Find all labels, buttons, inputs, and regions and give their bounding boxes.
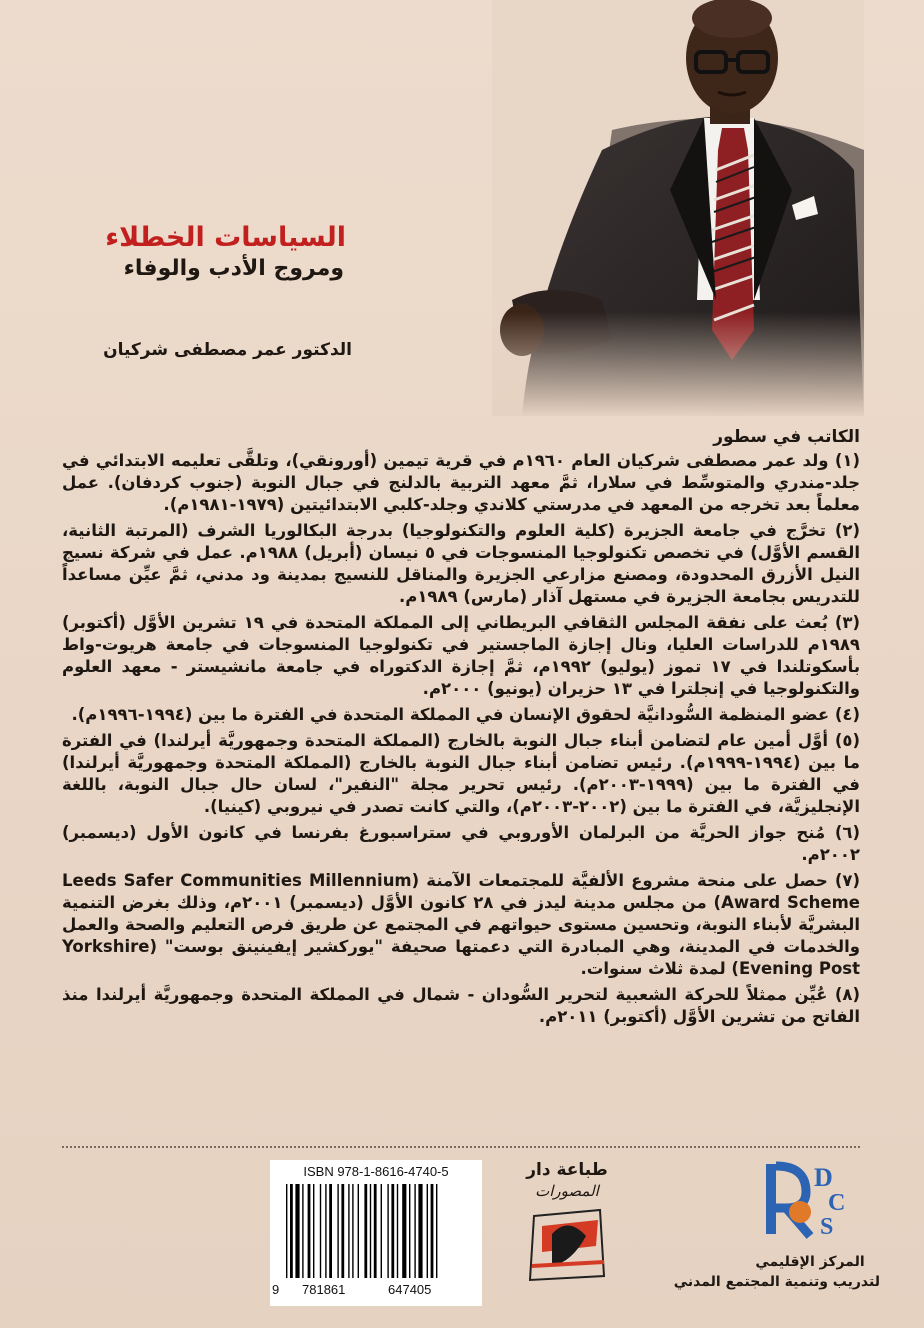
author-photo-illustration bbox=[492, 0, 864, 416]
printer-logo bbox=[512, 1160, 622, 1290]
barcode-bar bbox=[387, 1184, 388, 1278]
barcode-bar bbox=[320, 1184, 321, 1278]
bio-item: (٤) عضو المنظمة السُّودانيَّة لحقوق الإنسان في المملكة المتحدة في الفترة ما بين (١٩٩٤-١٩٩٦م). bbox=[71, 705, 860, 724]
rdcs-name-line1: المركز الإقليمي bbox=[755, 1254, 865, 1270]
barcode-bar bbox=[358, 1184, 359, 1278]
barcode-bar bbox=[391, 1184, 394, 1278]
barcode-bar bbox=[414, 1184, 415, 1278]
bio-heading: الكاتب في سطور bbox=[713, 427, 860, 447]
author-bio bbox=[62, 426, 860, 1032]
isbn-barcode bbox=[270, 1160, 482, 1306]
barcode-bar bbox=[325, 1184, 326, 1278]
bio-item: (١) ولد عمر مصطفى شركيان العام ١٩٦٠م في قرية تيمين (أورونقي)، وتلقَّى تعليمه الابتدائي في جلد-مندري والمتوسِّط في سلارا، ثمَّ معهد التربية بالدلنج في جبال النوبة (جنوب كردفان). عمل معلماً بعد تخرجه من المعهد في مدرستي كلاندي وجلد-كلبي الابتدائيتين (١٩٧٩-١٩٨١م). bbox=[62, 451, 860, 514]
barcode-bar bbox=[302, 1184, 303, 1278]
barcode-digit-first: 9 bbox=[272, 1282, 280, 1297]
barcode-bar bbox=[427, 1184, 428, 1278]
barcode-bar bbox=[295, 1184, 299, 1278]
logo-letter-c: C bbox=[828, 1190, 846, 1216]
barcode-bar bbox=[313, 1184, 314, 1278]
barcode-bar bbox=[374, 1184, 377, 1278]
barcode-bar bbox=[409, 1184, 410, 1278]
bio-item: (٥) أوَّل أمين عام لتضامن أبناء جبال النوبة بالخارج (المملكة المتحدة وجمهوريَّة أيرلندا) في الفترة ما بين (١٩٩٤-١٩٩٩م). رئيس تضامن أبناء جبال النوبة بالخارج (المملكة المتحدة وجمهوريَّة أيرلندا) في الفترة ما بين (١٩٩٩-٢٠٠٣م). رئيس تحرير مجلة "النفير"، لسان حال جبال النوبة، باللغة الإنجليزيَّة، في الفترة ما بين (٢٠٠٢-٢٠٠٣م)، والتي كانت تصدر في نيروبي (كينيا). bbox=[62, 731, 860, 816]
barcode-bars bbox=[280, 1184, 472, 1280]
logo-letter-s: S bbox=[820, 1214, 834, 1240]
printer-emblem-icon bbox=[512, 1206, 622, 1286]
bio-item: (٦) مُنح جواز الحريَّة من البرلمان الأوروبي في ستراسبورغ بفرنسا في كانون الأول (ديسمبر) ٢٠٠٢م. bbox=[62, 823, 860, 864]
author-name: الدكتور عمر مصطفى شركيان bbox=[103, 340, 352, 360]
barcode-bar bbox=[418, 1184, 422, 1278]
barcode-bar bbox=[352, 1184, 353, 1278]
barcode-digits-right: 647405 bbox=[388, 1282, 432, 1297]
barcode-bar bbox=[290, 1184, 293, 1278]
barcode-bar bbox=[337, 1184, 338, 1278]
author-portrait bbox=[492, 0, 864, 416]
bio-item: (٢) تخرَّج في جامعة الجزيرة (كلية العلوم والتكنولوجيا) بدرجة البكالوريا الشرف (المرتبة الثانية، القسم الأوَّل) في تخصص تكنولوجيا المنسوجات في ٥ نيسان (أبريل) ١٩٨٨م. عمل في شركة نسيج النيل الأزرق المحدودة، ومصنع مزارعي الجزيرة والمناقل للنسيج بمدينة ود مدني، ثمَّ عيِّن مساعداً للتدريس بجامعة الجزيرة في مستهل آذار (مارس) ١٩٨٩م. bbox=[62, 521, 860, 606]
barcode-bar bbox=[286, 1184, 287, 1278]
barcode-bar bbox=[381, 1184, 382, 1278]
book-subtitle: ومروج الأدب والوفاء bbox=[123, 256, 344, 281]
barcode-bar bbox=[436, 1184, 437, 1278]
dotted-divider bbox=[62, 1146, 860, 1148]
printer-label: طباعة دار bbox=[526, 1160, 608, 1180]
barcode-bar bbox=[348, 1184, 349, 1278]
barcode-bar bbox=[431, 1184, 434, 1278]
barcode-bar bbox=[341, 1184, 344, 1278]
barcode-bar bbox=[364, 1184, 367, 1278]
rdcs-logo bbox=[673, 1152, 880, 1302]
barcode-bar bbox=[397, 1184, 398, 1278]
barcode-bar bbox=[370, 1184, 371, 1278]
barcode-bar bbox=[402, 1184, 406, 1278]
isbn-number: ISBN 978-1-8616-4740-5 bbox=[303, 1164, 449, 1179]
rdcs-name bbox=[673, 1252, 880, 1292]
book-title: السياسات الخطلاء bbox=[105, 222, 346, 253]
rdcs-name-line2: لتدريب وتنمية المجتمع المدني bbox=[673, 1274, 880, 1290]
bio-item: (٣) بُعث على نفقة المجلس الثقافي البريطاني إلى المملكة المتحدة في ١٩ تشرين الأوَّل (أكتوبر) ١٩٨٩م للدراسات العليا، ونال إجازة الماجستير في تكنولوجيا المنسوجات في جامعة هريوت-واط بأسكوتلندا في ١٧ تموز (يوليو) ١٩٩٢م، ثمَّ إجازة الدكتوراه في جامعة مانشيستر - معهد العلوم والتكنولوجيا في إنجلترا في ١٣ حزيران (يونيو) ٢٠٠٠م. bbox=[62, 613, 861, 698]
logo-letter-d: D bbox=[814, 1163, 833, 1192]
bio-item: (٨) عُيِّن ممثلاً للحركة الشعبية لتحرير السُّودان - شمال في المملكة المتحدة وجمهوريَّة أيرلندا منذ الفاتح من تشرين الأوَّل (أكتوبر) ٢٠١١م. bbox=[62, 985, 860, 1026]
printer-name: المصورات bbox=[535, 1182, 599, 1200]
barcode-digits-left: 781861 bbox=[302, 1282, 346, 1297]
barcode-bar bbox=[308, 1184, 311, 1278]
barcode-bar bbox=[329, 1184, 332, 1278]
rdcs-emblem-icon bbox=[740, 1152, 880, 1248]
bio-item: (٧) حصل على منحة مشروع الألفيَّة للمجتمعات الآمنة (Leeds Safer Communities Millennium Award Scheme) من مجلس مدينة ليدز في ٢٨ كانون الأوَّل (ديسمبر) ٢٠٠١م، وذلك بغرض التنمية البشريَّة لأبناء النوبة، وتحسين مستوى حيواتهم في المجتمع عن طريق فرص التعليم والصحة والعمل والخدمات في المدينة، وهي المبادرة التي دعمتها صحيفة "يوركشير إيفينينق بوست" (Yorkshire Evening Post) لمدة ثلاث سنوات. bbox=[62, 871, 860, 978]
